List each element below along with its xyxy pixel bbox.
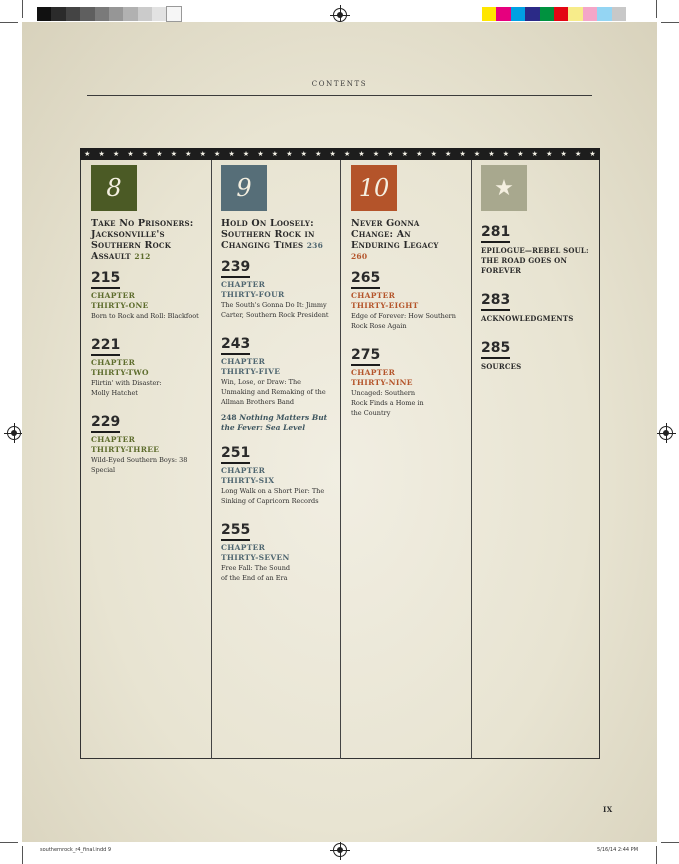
toc-entry[interactable]: [221, 437, 337, 506]
chapter-label: CHAPTER THIRTY-EIGHT: [351, 291, 419, 310]
chapter-title: Born to Rock and Roll: Blackfoot: [91, 312, 199, 320]
toc-entry[interactable]: [481, 216, 595, 276]
column-divider: [340, 160, 341, 759]
page-folio: IX: [603, 805, 613, 814]
toc-entry[interactable]: [221, 514, 337, 583]
special-entry-title: Nothing Matters But the Fever: Sea Level: [221, 413, 328, 432]
part-number: 8: [106, 174, 122, 202]
chapter-label: CHAPTER THIRTY-FOUR: [221, 280, 285, 299]
page-number: 251: [221, 445, 250, 464]
part-title: [221, 218, 337, 251]
special-entry[interactable]: [221, 413, 337, 433]
registration-mark-top: [333, 8, 347, 22]
chapter-title: Free Fall: The Sound of the End of an Era: [221, 564, 291, 582]
chapter-title: The South's Gonna Do It: Jimmy Carter, Southern Rock President: [221, 301, 329, 319]
page-number: 281: [481, 224, 510, 243]
page-title: CONTENTS: [311, 80, 368, 88]
part-number: 10: [358, 174, 390, 202]
star-icon: ★: [494, 175, 514, 201]
chapter-label: CHAPTER THIRTY-THREE: [91, 435, 160, 454]
toc-entry[interactable]: [351, 262, 467, 331]
trim-mark: [656, 0, 657, 18]
part-title-text: Never Gonna Change: An Enduring Legacy: [351, 218, 439, 251]
cmyk-color-bar: [482, 7, 626, 21]
registration-mark-right: [659, 426, 673, 440]
part-column-8: [91, 165, 209, 483]
toc-entry[interactable]: [221, 328, 337, 407]
toc-entry[interactable]: [481, 284, 595, 324]
chapter-label: CHAPTER THIRTY-FIVE: [221, 357, 281, 376]
chapter-label: CHAPTER THIRTY-SIX: [221, 466, 275, 485]
page-number: 285: [481, 340, 510, 359]
page-number: 215: [91, 270, 120, 289]
grayscale-color-bar: [37, 7, 181, 21]
registration-mark-bottom: [333, 843, 347, 857]
back-matter-title: SOURCES: [481, 362, 522, 371]
trim-mark: [656, 846, 657, 864]
column-divider: [471, 160, 472, 759]
registration-mark-left: [7, 426, 21, 440]
chapter-title: Win, Lose, or Draw: The Unmaking and Remaking of the Allman Brothers Band: [221, 378, 326, 406]
page-number: 255: [221, 522, 250, 541]
part-number: 9: [236, 174, 252, 202]
part-title-text: Take No Prisoners: Jacksonville's Southern Rock Assault: [91, 218, 194, 262]
trim-mark: [22, 846, 23, 864]
chapter-label: CHAPTER THIRTY-TWO: [91, 358, 149, 377]
page-number: 239: [221, 259, 250, 278]
chapter-title: Edge of Forever: How Southern Rock Rose Again: [351, 312, 456, 330]
trim-mark: [661, 22, 679, 23]
page-number: 248: [221, 413, 237, 422]
part-column-9: [221, 165, 337, 591]
part-column-10: [351, 165, 467, 426]
slug-timestamp: 5/16/14 2:44 PM: [597, 847, 639, 853]
page-number: 275: [351, 347, 380, 366]
part-number-badge: [91, 165, 137, 211]
chapter-title: Wild-Eyed Southern Boys: 38 Special: [91, 456, 188, 474]
part-title: [91, 218, 209, 262]
toc-entry[interactable]: [91, 262, 209, 321]
chapter-label: CHAPTER THIRTY-ONE: [91, 291, 149, 310]
part-title: [351, 218, 456, 262]
chapter-label: CHAPTER THIRTY-NINE: [351, 368, 413, 387]
toc-entry[interactable]: [351, 339, 467, 418]
part-title-text: Hold On Loosely: Southern Rock in Changing Times: [221, 218, 315, 251]
page-number: 243: [221, 336, 250, 355]
chapter-label: CHAPTER THIRTY-SEVEN: [221, 543, 290, 562]
trim-mark: [0, 22, 18, 23]
page-number: 221: [91, 337, 120, 356]
page-number: 283: [481, 292, 510, 311]
toc-entry[interactable]: [481, 332, 595, 372]
chapter-title: Flirtin' with Disaster: Molly Hatchet: [91, 379, 162, 397]
part-number-badge: [221, 165, 267, 211]
back-matter-title: ACKNOWLEDGMENTS: [481, 314, 574, 323]
trim-mark: [661, 842, 679, 843]
trim-mark: [0, 842, 18, 843]
page-number: 229: [91, 414, 120, 433]
back-matter-column: [481, 165, 595, 380]
star-badge: [481, 165, 527, 211]
title-rule: [87, 95, 592, 96]
star-border: ★ ★ ★ ★ ★ ★ ★ ★ ★ ★ ★ ★ ★ ★ ★ ★ ★ ★ ★ ★ ★ ★ ★ ★ ★ ★ ★ ★ ★ ★ ★ ★ ★ ★ ★ ★: [80, 148, 600, 160]
part-title-page: 212: [134, 252, 151, 261]
toc-entry[interactable]: [221, 251, 337, 320]
part-title-page: 236: [306, 241, 324, 250]
chapter-title: Uncaged: Southern Rock Finds a Home in the Country: [351, 389, 424, 417]
toc-entry[interactable]: [91, 329, 209, 398]
part-number-badge: [351, 165, 397, 211]
trim-mark: [22, 0, 23, 18]
page-number: 265: [351, 270, 380, 289]
part-title-page: 260: [351, 252, 368, 261]
slug-filename: southernrock_r4_final.indd 9: [40, 847, 112, 853]
chapter-title: Long Walk on a Short Pier: The Sinking of Capricorn Records: [221, 487, 325, 505]
column-divider: [211, 160, 212, 759]
toc-entry[interactable]: [91, 406, 209, 475]
back-matter-title: EPILOGUE—REBEL SOUL: THE ROAD GOES ON FOREVER: [481, 246, 589, 275]
